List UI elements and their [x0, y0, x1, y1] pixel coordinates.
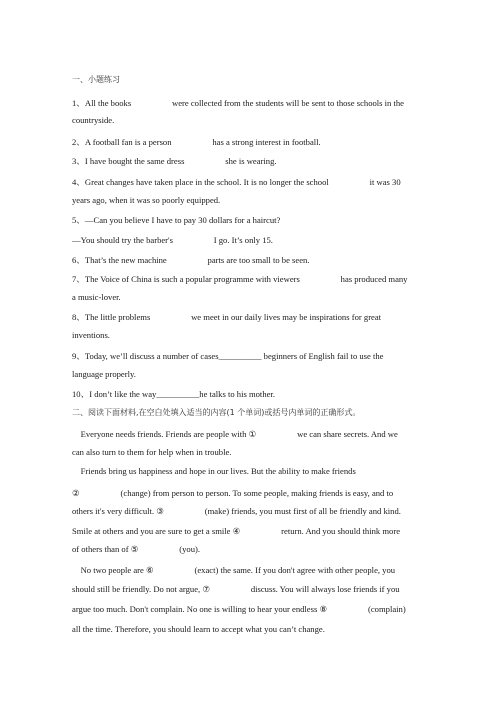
passage-line: of others than of ⑤ (you). — [72, 544, 200, 554]
question-line: years ago, when it was so poorly equipped. — [72, 195, 221, 205]
question-line: 7、The Voice of China is such a popular programme with viewers has produced many — [72, 274, 408, 284]
passage-line: argue too much. Don't complain. No one is willing to hear your endless ⑧ (complain) — [72, 604, 406, 614]
passage-line: can also turn to them for help when in trouble. — [72, 447, 232, 457]
question-line: 2、A football fan is a person has a strong interest in football. — [72, 137, 321, 147]
question-line: —You should try the barber's I go. It’s only 15. — [72, 235, 273, 245]
passage-line: others it's very difficult. ③ (make) friends, you must first of all be friendly and kind. — [72, 506, 401, 516]
section-2-heading: 二、阅读下面材料,在空白处填入适当的内容(1 个单词)或括号内单词的正确形式。 — [72, 408, 361, 417]
passage-line: should still be friendly. Do not argue, ⑦ discuss. You will always lose friends if you — [72, 584, 400, 594]
question-line: inventions. — [72, 330, 110, 340]
question-line: 1、All the books were collected from the students will be sent to those schools in the — [72, 98, 404, 108]
question-line: language properly. — [72, 369, 136, 379]
question-line: countryside. — [72, 115, 115, 125]
question-line: a music-lover. — [72, 292, 121, 302]
passage-line: Everyone needs friends. Friends are people with ① we can share secrets. And we — [72, 429, 398, 439]
question-line: 5、—Can you believe I have to pay 30 dollars for a haircut? — [72, 215, 281, 225]
passage-line: No two people are ⑥ (exact) the same. If you don't agree with other people, you — [72, 565, 396, 575]
passage-line: Smile at others and you are sure to get a smile ④ return. And you should think more — [72, 526, 401, 536]
passage-line: Friends bring us happiness and hope in our lives. But the ability to make friends — [72, 466, 356, 476]
question-line: 6、That’s the new machine parts are too small to be seen. — [72, 255, 310, 265]
question-line: 9、Today, we’ll discuss a number of cases__________ beginners of English fail to use the — [72, 351, 384, 361]
section-1-heading: 一、小题练习 — [72, 75, 120, 84]
passage-line: ② (change) from person to person. To some people, making friends is easy, and to — [72, 488, 394, 498]
question-line: 10、I don’t like the way__________he talks to his mother. — [72, 389, 275, 399]
passage-line: all the time. Therefore, you should learn to accept what you can’t change. — [72, 624, 325, 634]
question-line: 4、Great changes have taken place in the school. It is no longer the school it was 30 — [72, 177, 401, 187]
question-line: 3、I have bought the same dress she is wearing. — [72, 156, 277, 166]
question-line: 8、The little problems we meet in our daily lives may be inspirations for great — [72, 312, 382, 322]
